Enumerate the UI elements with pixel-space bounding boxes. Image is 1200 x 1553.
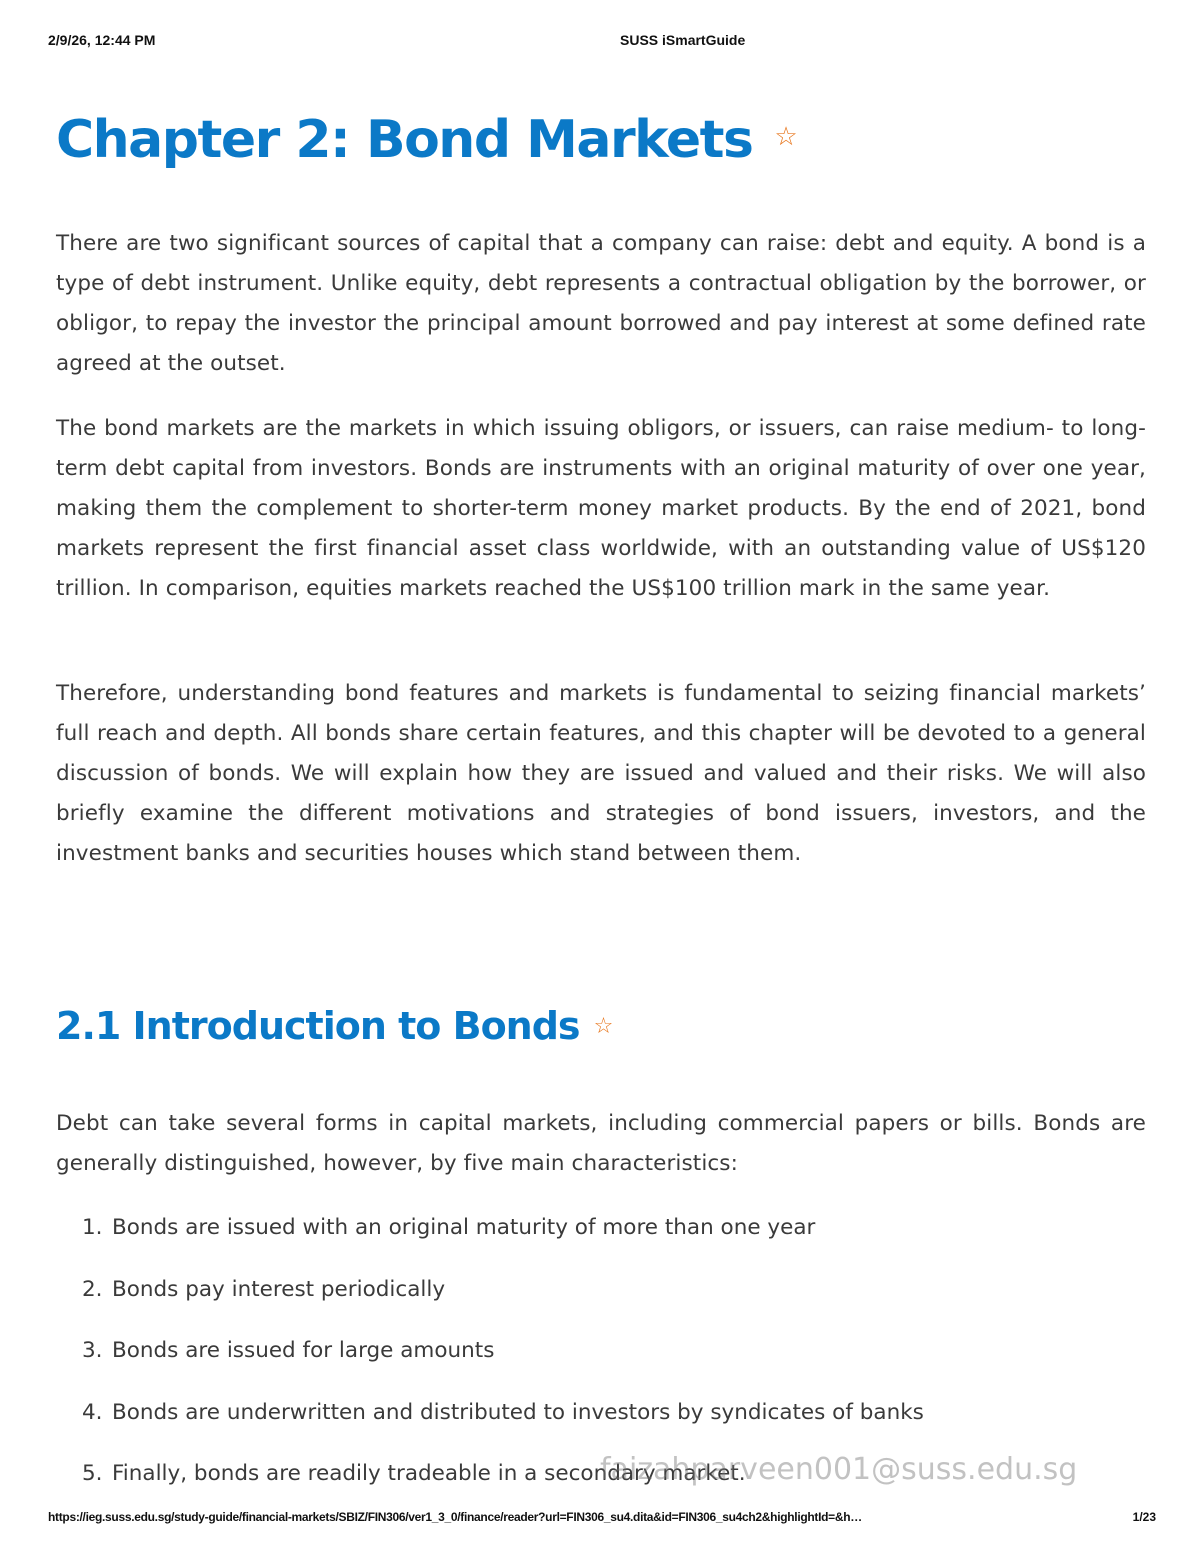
chapter-paragraph: The bond markets are the markets in which issuing obligors, or issuers, can raise medium- to long-term debt capital from investors. Bonds are instruments with an original maturity of over one year, making them the complement to shorter-term money market products. By the end of 2021, bond markets represent the first financial asset class worldwide, with an outstanding value of US$120 trillion. In comparison, equities markets reached the US$100 trillion mark in the same year. <box>56 416 1146 601</box>
chapter-paragraph: Therefore, understanding bond features and markets is fundamental to seizing financial markets’ full reach and depth. All bonds share certain features, and this chapter will be devoted to a general discussion of bonds. We will explain how they are issued and valued and their risks. We will also briefly examine the different motivations and strategies of bond issuers, investors, and the investment banks and securities houses which stand between them. <box>56 681 1146 866</box>
chapter-title <box>56 110 796 170</box>
chapter-paragraph: There are two significant sources of capital that a company can raise: debt and equity. A bond is a type of debt instrument. Unlike equity, debt represents a contractual obligation by the borrower, or obligor, to repay the investor the principal amount borrowed and pay interest at some defined rate agreed at the outset. <box>56 231 1146 376</box>
email-watermark: faizahparveen001@suss.edu.sg <box>600 1452 1078 1487</box>
list-item-text: Bonds are underwritten and distributed to investors by syndicates of banks <box>112 1399 924 1425</box>
list-item-number: 4. <box>82 1399 103 1425</box>
list-item-text: Finally, bonds are readily tradeable in a secondary market. <box>112 1461 746 1486</box>
list-item-text: Bonds are issued with an original maturity of more than one year <box>112 1215 816 1240</box>
list-item <box>82 1208 924 1270</box>
section-title-text: 2.1 Introduction to Bonds <box>56 1004 580 1048</box>
list-item <box>82 1393 924 1455</box>
list-item-text: Bonds pay interest periodically <box>112 1276 446 1302</box>
list-item <box>82 1270 924 1332</box>
site-title: SUSS iSmartGuide <box>620 32 746 48</box>
print-footer <box>48 1510 1156 1528</box>
list-item-number: 5. <box>82 1461 103 1486</box>
print-header <box>48 32 1152 50</box>
section-title <box>56 1004 612 1048</box>
star-outline-icon[interactable]: ☆ <box>593 1014 613 1039</box>
list-item-number: 2. <box>82 1276 103 1302</box>
list-item-text: Bonds are issued for large amounts <box>112 1338 495 1363</box>
section-intro: Debt can take several forms in capital markets, including commercial papers or bills. Bonds are generally distinguished, however, by five main characteristics: <box>56 1111 1146 1176</box>
chapter-title-text: Chapter 2: Bond Markets <box>56 110 753 170</box>
page-number: 1/23 <box>1132 1510 1156 1524</box>
print-datetime: 2/9/26, 12:44 PM <box>48 32 156 48</box>
list-item <box>82 1331 924 1393</box>
list-item-number: 1. <box>82 1215 103 1240</box>
star-outline-icon[interactable]: ☆ <box>774 122 797 152</box>
page-url: https://ieg.suss.edu.sg/study-guide/financial-markets/SBIZ/FIN306/ver1_3_0/finance/reader?url=FIN306_su4.dita&id=FIN306_su4ch2&highlightId=&h… <box>48 1510 862 1524</box>
list-item-number: 3. <box>82 1338 103 1363</box>
